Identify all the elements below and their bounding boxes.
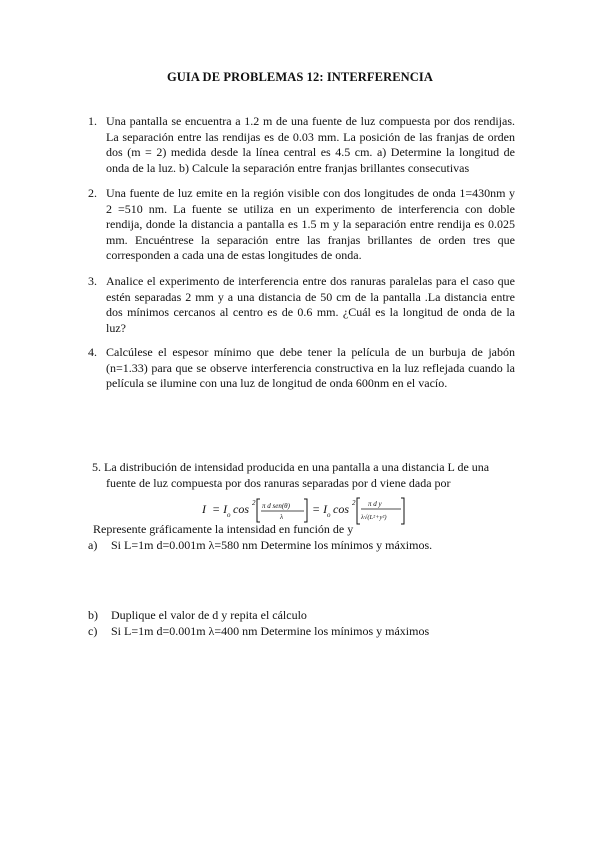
problem-5-intro: 5. La distribución de intensidad producida en una pantalla a una distancia L de una [92,460,490,474]
represent-instruction: Represente gráficamente la intensidad en función de y [93,522,354,536]
problem-number: 3. [88,274,97,288]
problem-number: 1. [88,114,97,128]
formula-exp1: 2 [252,499,256,507]
problem-text: Calcúlese el espesor mínimo que debe tener la película de un burbuja de jabón (n=1.33) para que se observe interferencia constructiva en la luz reflejada cuando la película se ilumine con una luz de longitud de onda 600nm en el vacío. [106,345,515,391]
intensity-formula [200,497,420,525]
formula-eq2: = I [312,502,328,516]
question-b-text: Duplique el valor de d y repita el cálculo [111,608,307,622]
problem-1 [88,114,515,176]
formula-cos1: cos [233,502,249,516]
problem-5-intro-cont: fuente de luz compuesta por dos ranuras separadas por d viene dada por [106,475,451,490]
question-a-text: Si L=1m d=0.001m λ=580 nm Determine los mínimos y máximos. [111,538,433,552]
question-c-label: c) [88,624,98,638]
problem-text: Una pantalla se encuentra a 1.2 m de una fuente de luz compuesta por dos rendijas. La separación entre las rendijas es de 0.03 mm. La posición de las franjas de orden dos (m = 2) medida desde la línea central es 4.5 cm. a) Determine la longitud de onda de la luz. b) Calcule la separación entre franjas brillantes consecutivas [106,114,515,175]
question-c [88,624,429,639]
formula-num2: π d y [368,500,382,508]
question-c-text: Si L=1m d=0.001m λ=400 nm Determine los mínimos y máximos [111,624,430,638]
formula-num1: π d sen(θ) [262,502,290,510]
formula-eq1: = I [212,502,228,516]
formula-sub1: o [227,511,231,519]
question-a [88,538,432,553]
formula-den1: λ [280,513,284,521]
formula-den2: λ√(L²+y²) [361,514,387,521]
formula-lhs: I [202,502,206,516]
formula-cos2: cos [333,502,349,516]
formula-exp2: 2 [352,499,356,507]
formula-sub2: o [327,511,331,519]
problem-4 [88,345,515,392]
problem-2 [88,186,515,264]
question-a-label: a) [88,538,98,552]
problem-number: 2. [88,186,97,200]
page-title: GUIA DE PROBLEMAS 12: INTERFERENCIA [166,70,434,84]
problem-text: Analice el experimento de interferencia entre dos ranuras paralelas para el caso que estén separadas 2 mm y a una distancia de 50 cm de la pantalla .La distancia entre dos mínimos cercanos al centro es de 0.6 mm. ¿Cuál es la longitud de onda de la luz? [106,274,515,335]
question-b-label: b) [88,608,98,622]
problem-number: 4. [88,345,97,359]
question-b [88,608,307,623]
problem-text: Una fuente de luz emite en la región visible con dos longitudes de onda 1=430nm y 2 =510 nm. La fuente se utiliza en un experimento de interferencia con doble rendija, donde la distancia a pantalla es 1.5 m y la separación entre rendija es 0.025 mm. Encuéntrese la separación entre las franjas brillantes de orden tres que corresponden a cada una de estas longitudes de onda. [106,186,515,263]
problem-5 [92,460,515,491]
problem-3 [88,274,515,336]
